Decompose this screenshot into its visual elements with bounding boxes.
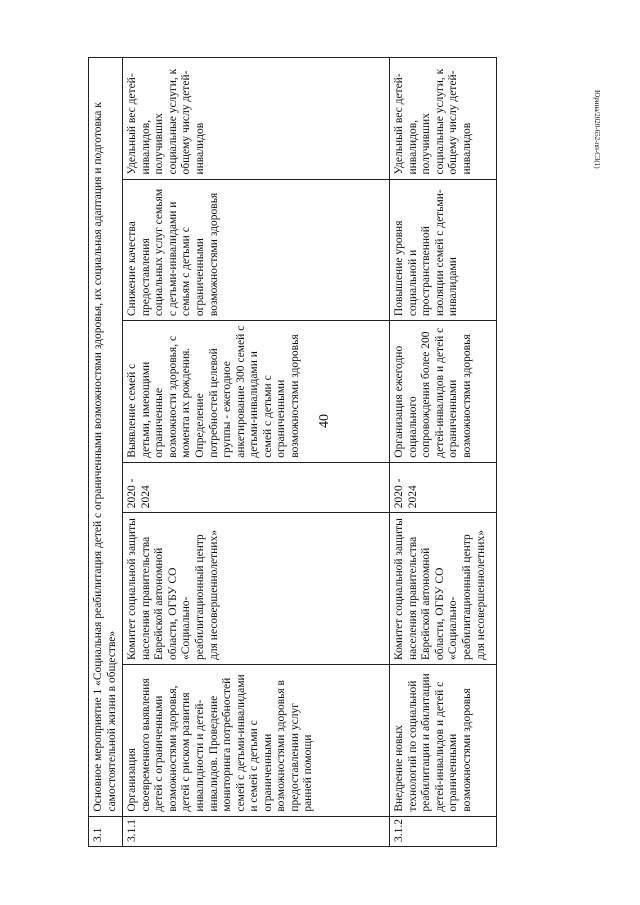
section-title: Основное мероприятие 1 «Социальная реабилитация детей с ограниченными возможностями здоровья, их социальная адаптация и подготовка к самостоятельной жизни в обществе» [89,58,123,817]
indicator: Удельный вес детей-инвалидов, получивших социальные услуги, к общему числу детей-инвалидов [390,58,497,180]
consequence: Повышение уровня социальной и пространственной изоляции семей с детьми-инвалидами [390,179,497,321]
activity-name: Внедрение новых технологий по социальной реабилитации и абилитации детей-инвалидов и детей с ограниченными возможностями здоровья [390,664,497,816]
rotated-table-container [88,57,508,847]
indicator: Удельный вес детей-инвалидов, получивших социальные услуги, к общему числу детей-инвалидов [123,58,390,180]
row-number: 3.1.2 [390,816,497,846]
row-number: 3.1.1 [123,816,390,846]
expected-result: Выявление семей с детьми, имеющими ограниченные возможности здоровья, с момента их рождения. Определение потребностей целевой группы - ежегодное анкетирование 300 семей с детьми-инвалидами и семей с детьми с ограниченными возможностями здоровья [123,321,390,463]
page-number: 40 [317,414,332,428]
document-reference-text: Юрина/2020-652-пп-СЗ(1) [593,90,601,169]
period: 2020 - 2024 [123,462,390,513]
executor: Комитет социальной защиты населения правительства Еврейской автономной области, ОГБУ СО «Социально-реабилитационный центр для несовершеннолетних» [123,513,390,665]
table-row [390,58,497,847]
executor: Комитет социальной защиты населения правительства Еврейской автономной области, ОГБУ СО «Социально-реабилитационный центр для несовершеннолетних» [390,513,497,665]
expected-result: Организация ежегодно социального сопровождения более 200 детей-инвалидов и детей с ограниченными возможностями здоровья [390,321,497,463]
activities-table [88,57,497,847]
consequence: Снижение качества предоставления социальных услуг семьям с детьми-инвалидами и семьям с детьми с ограниченными возможностями здоровья [123,179,390,321]
section-header-row [89,58,123,847]
document-reference-note [593,90,611,169]
table-row [123,58,390,847]
period: 2020 - 2024 [390,462,497,513]
section-number: 3.1 [89,816,123,846]
activity-name: Организация своевременного выявления детей с ограниченными возможностями здоровья, детей с риском развития инвалидности и детей-инвалидов. Проведение мониторинга потребностей семей с детьми-инвалидами и семей с детьми с ограниченными возможностями здоровья в предоставлении услуг ранней помощи [123,664,390,816]
